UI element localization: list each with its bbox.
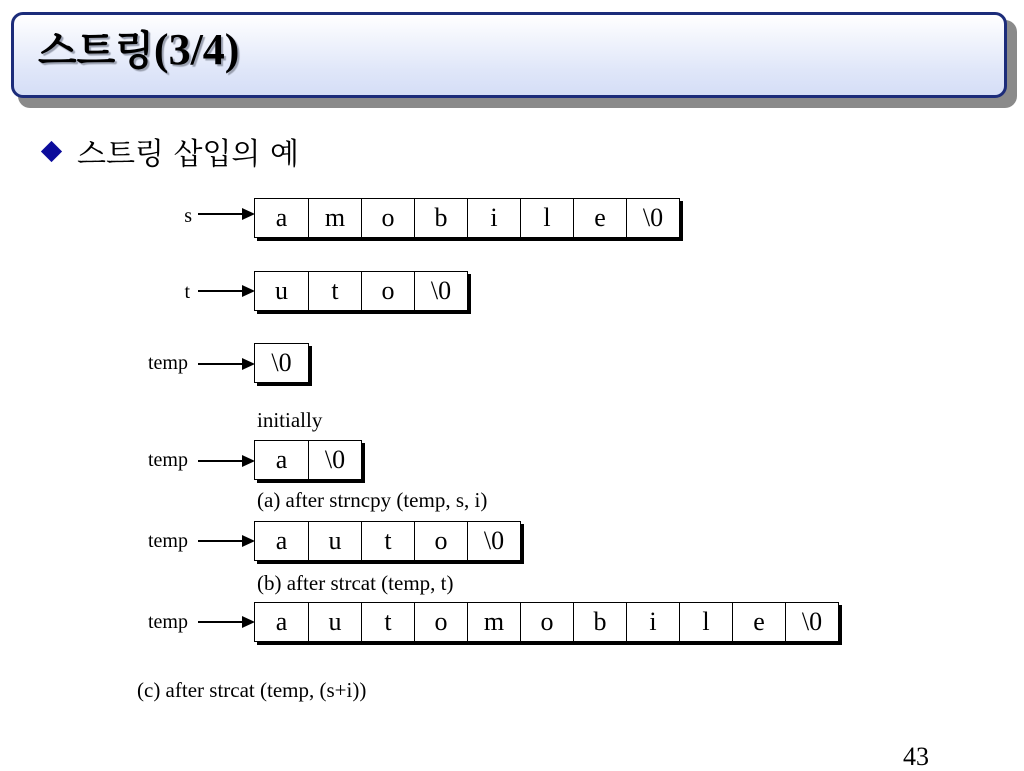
char-cell: b <box>573 603 626 641</box>
string-temp-after-strcat-t <box>254 521 521 561</box>
pointer-label-temp: temp <box>148 530 188 552</box>
null-terminator-cell: \0 <box>785 603 838 641</box>
char-cell: i <box>626 603 679 641</box>
string-s <box>254 198 680 238</box>
pointer-arrow-temp <box>198 363 244 365</box>
pointer-label-t: t <box>184 281 190 303</box>
char-cell: u <box>308 603 361 641</box>
null-terminator-cell: \0 <box>414 272 467 310</box>
null-terminator-cell: \0 <box>467 522 520 560</box>
string-temp-after-strncpy <box>254 440 362 480</box>
char-cell: i <box>467 199 520 237</box>
char-cell: u <box>308 522 361 560</box>
null-terminator-cell: \0 <box>626 199 679 237</box>
bullet-item <box>40 131 299 171</box>
pointer-label-temp: temp <box>148 352 188 374</box>
caption-c: (c) after strcat (temp, (s+i)) <box>137 678 367 702</box>
pointer-arrow-s <box>198 213 244 215</box>
caption-b: (b) after strcat (temp, t) <box>257 571 454 595</box>
pointer-arrow-temp <box>198 460 244 462</box>
char-cell: a <box>275 607 288 636</box>
char-cell: l <box>679 603 732 641</box>
string-temp-initial <box>254 343 309 383</box>
char-cell: t <box>361 522 414 560</box>
pointer-label-s: s <box>184 205 192 227</box>
null-terminator-cell: \0 <box>271 348 292 377</box>
char-cell: m <box>308 199 361 237</box>
slide-title-suffix: (3/4) <box>153 25 240 74</box>
string-temp-final <box>254 602 839 642</box>
char-cell: e <box>732 603 785 641</box>
char-cell: u <box>275 276 288 305</box>
char-cell: t <box>308 272 361 310</box>
pointer-arrow-t <box>198 290 244 292</box>
char-cell: o <box>414 522 467 560</box>
title-bar <box>11 12 1007 98</box>
char-cell: a <box>275 526 288 555</box>
char-cell: b <box>414 199 467 237</box>
char-cell: o <box>361 272 414 310</box>
char-cell: l <box>520 199 573 237</box>
char-cell: e <box>573 199 626 237</box>
char-cell: o <box>520 603 573 641</box>
char-cell: a <box>275 445 288 474</box>
slide-title-korean: 스트링 <box>38 28 154 74</box>
char-cell: o <box>361 199 414 237</box>
caption-initially: initially <box>257 408 323 432</box>
char-cell: a <box>275 203 288 232</box>
slide-title <box>38 25 240 74</box>
page-number: 43 <box>903 742 929 771</box>
bullet-text: 스트링 삽입의 예 <box>77 137 299 172</box>
string-t <box>254 271 468 311</box>
diamond-bullet-icon <box>41 140 62 161</box>
char-cell: o <box>414 603 467 641</box>
char-cell: m <box>467 603 520 641</box>
null-terminator-cell: \0 <box>308 441 361 479</box>
pointer-label-temp: temp <box>148 449 188 471</box>
caption-a: (a) after strncpy (temp, s, i) <box>257 488 488 512</box>
pointer-label-temp: temp <box>148 611 188 633</box>
pointer-arrow-temp <box>198 540 244 542</box>
char-cell: t <box>361 603 414 641</box>
pointer-arrow-temp <box>198 621 244 623</box>
